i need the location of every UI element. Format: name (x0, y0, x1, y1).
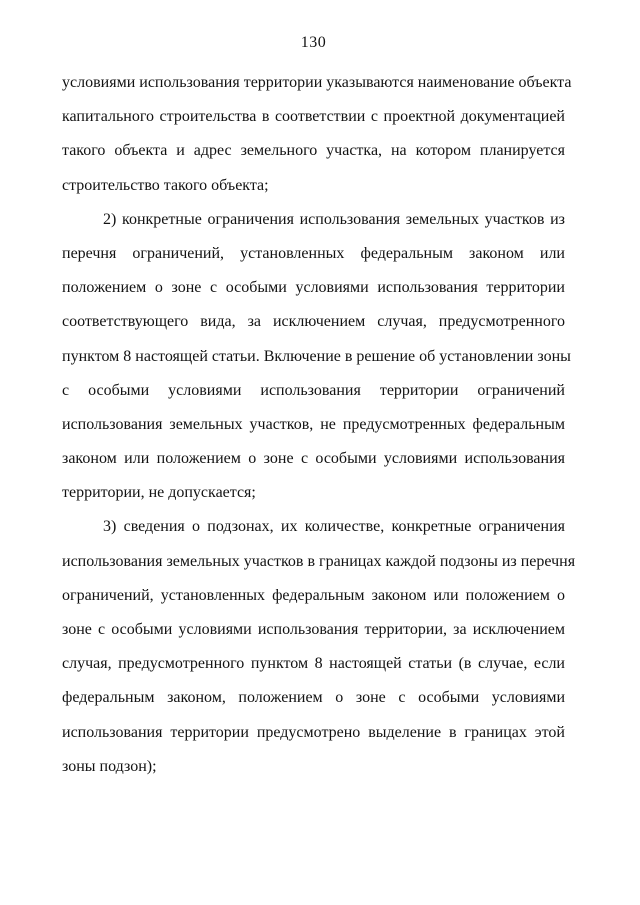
text-line: пунктом 8 настоящей статьи. Включение в решение об установлении зоны (62, 347, 571, 365)
text-line: соответствующего вида, за исключением случая, предусмотренного (62, 313, 565, 331)
text-line: 2) конкретные ограничения использования земельных участков из (103, 210, 565, 228)
text-line: такого объекта и адрес земельного участка, на котором планируется (62, 142, 565, 160)
text-line: зоне с особыми условиями использования территории, за исключением (62, 621, 565, 638)
text-line: использования территории предусмотрено выделение в границах этой (62, 723, 565, 741)
paragraph-2 (62, 203, 571, 511)
text-line: территории, не допускается; (62, 484, 256, 502)
text-line: федеральным законом, положением о зоне с особыми условиями (62, 689, 565, 707)
paragraph-3 (62, 510, 576, 784)
text-line: законом или положением о зоне с особыми условиями использования (62, 450, 565, 468)
text-line: с особыми условиями использования территории ограничений (62, 381, 565, 399)
text-line: положением о зоне с особыми условиями использования территории (62, 279, 565, 297)
document-body (62, 66, 576, 784)
page-number: 130 (300, 34, 327, 51)
text-line: случая, предусмотренного пунктом 8 настоящей статьи (в случае, если (62, 655, 565, 673)
text-line: капитального строительства в соответствии с проектной документацией (62, 108, 565, 126)
text-line: строительство такого объекта; (62, 176, 269, 194)
text-line: зоны подзон); (62, 757, 157, 775)
text-line: использования земельных участков, не предусмотренных федеральным (62, 415, 565, 433)
text-line: ограничений, установленных федеральным законом или положением о (62, 586, 565, 604)
text-line: 3) сведения о подзонах, их количестве, конкретные ограничения (103, 518, 565, 536)
text-line: условиями использования территории указываются наименование объекта (62, 74, 572, 91)
text-line: перечня ограничений, установленных федеральным законом или (62, 244, 565, 262)
paragraph-1 (62, 66, 572, 203)
text-line: использования земельных участков в границах каждой подзоны из перечня (62, 552, 576, 570)
